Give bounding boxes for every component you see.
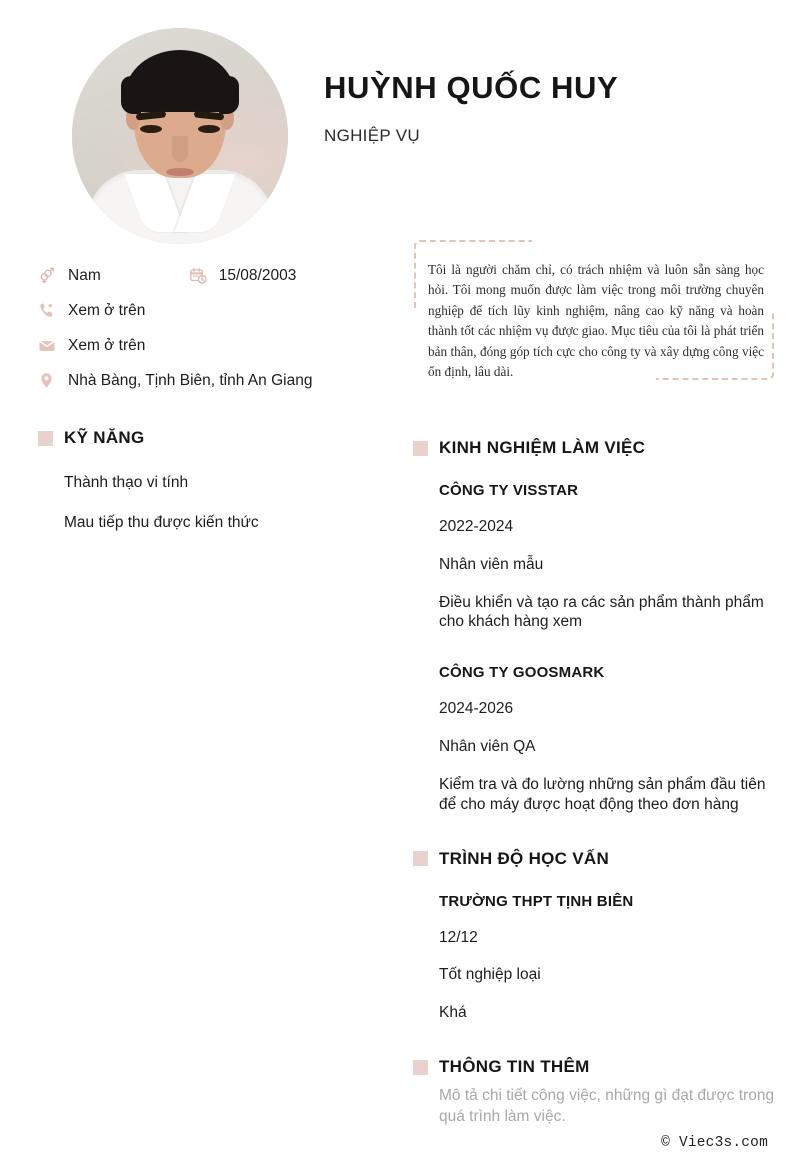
experience-entry (439, 482, 781, 632)
contact-row-address (38, 363, 398, 398)
header-text-block (324, 28, 618, 146)
photo-collar (87, 170, 273, 244)
entry-role: Tốt nghiệp loại (439, 966, 541, 984)
section-marker-square-icon (413, 441, 428, 456)
page-title: HUỲNH QUỐC HUY (324, 70, 619, 105)
avatar (72, 28, 288, 244)
email-value: Xem ở trên (68, 336, 146, 354)
left-column (38, 428, 388, 554)
career-objective-box (414, 240, 774, 380)
photo-hair (125, 50, 235, 112)
job-title: NGHIỆP VỤ (324, 126, 420, 145)
footer-copyright: © Viec3s.com (661, 1135, 768, 1151)
additional-placeholder-text: Mô tả chi tiết công việc, những gì đạt được trong quá trình làm việc. (439, 1087, 775, 1125)
photo-eye-left (140, 125, 162, 133)
right-column (413, 438, 781, 1127)
photo-mouth (166, 168, 194, 176)
phone-icon (38, 302, 60, 319)
career-objective-text: Tôi là người chăm chỉ, có trách nhiệm và luôn sẵn sàng học hỏi. Tôi mong muốn được làm việc trong môi trường chuyên nghiệp để tích lũy kinh nghiệm, nâng cao kỹ năng và hoàn thành tốt các nhiệm vụ được giao. Mục tiêu của tôi là phát triển bản thân, đóng góp tích cực cho công ty và xây dựng công việc ổn định, lâu dài. (428, 262, 764, 380)
entry-period: 2024-2026 (439, 700, 514, 718)
entry-organization: CÔNG TY VISSTAR (439, 482, 579, 499)
contact-row-gender-birthdate (38, 258, 398, 293)
entry-description: Điều khiển và tạo ra các sản phẩm thành phẩm cho khách hàng xem (439, 593, 764, 631)
cv-header (0, 0, 800, 244)
entry-description: Kiểm tra và đo lường những sản phẩm đầu tiên để cho máy được hoạt động theo đơn hàng (439, 775, 766, 813)
section-title-experience: KINH NGHIỆM LÀM VIỆC (439, 438, 646, 457)
portrait-photo (72, 28, 288, 244)
section-header-education (413, 849, 781, 869)
section-title-additional: THÔNG TIN THÊM (439, 1057, 590, 1077)
entry-description: Khá (439, 1004, 467, 1022)
entry-organization: TRƯỜNG THPT TỊNH BIÊN (439, 892, 634, 910)
education-entry (439, 893, 781, 1023)
entry-period: 12/12 (439, 928, 478, 946)
section-title-education: TRÌNH ĐỘ HỌC VẤN (439, 848, 610, 868)
birthdate-value: 15/08/2003 (218, 266, 297, 284)
entry-role: Nhân viên QA (439, 738, 536, 756)
entry-role: Nhân viên mẫu (439, 555, 544, 573)
skills-list (38, 474, 388, 532)
contact-row-phone (38, 293, 398, 328)
section-header-experience (413, 438, 781, 458)
photo-eye-right (198, 125, 220, 133)
section-marker-square-icon (413, 851, 428, 866)
section-marker-square-icon (38, 431, 53, 446)
gender-value: Nam (68, 266, 101, 284)
photo-nose (172, 136, 188, 162)
contact-row-email (38, 328, 398, 363)
entry-organization: CÔNG TY GOOSMARK (439, 664, 605, 682)
gender-icon (38, 267, 60, 284)
envelope-icon (38, 337, 60, 355)
section-title-skills: KỸ NĂNG (64, 428, 145, 447)
section-header-skills (38, 428, 388, 448)
address-value: Nhà Bàng, Tịnh Biên, tỉnh An Giang (68, 371, 313, 389)
experience-entry (439, 664, 781, 814)
location-pin-icon (38, 372, 60, 389)
list-item: Thành thạo vi tính (64, 474, 189, 491)
section-header-additional (413, 1057, 781, 1077)
phone-value: Xem ở trên (68, 301, 146, 319)
entry-period: 2022-2024 (439, 518, 514, 535)
section-marker-square-icon (413, 1060, 428, 1075)
calendar-clock-icon (189, 267, 211, 285)
contact-list (38, 258, 398, 398)
list-item: Mau tiếp thu được kiến thức (64, 514, 259, 531)
